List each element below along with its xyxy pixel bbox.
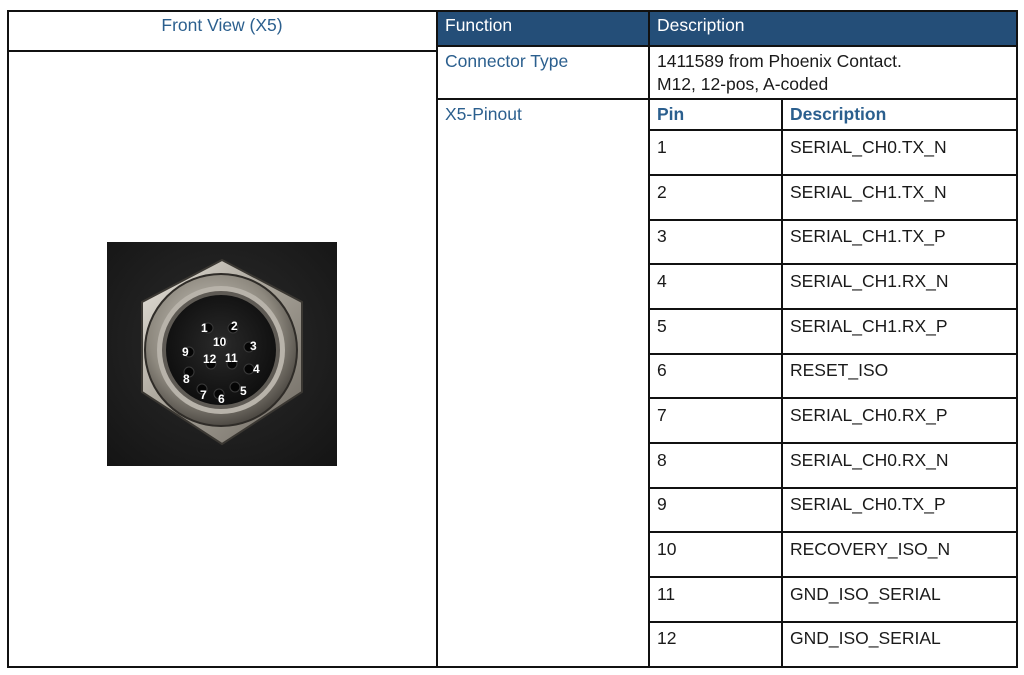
row-separator (649, 576, 1017, 578)
pin-description: SERIAL_CH1.TX_N (790, 182, 947, 202)
photo-pin-label: 9 (182, 345, 189, 359)
connector-photo (107, 242, 337, 466)
connector-part-number: 1411589 from Phoenix Contact. (657, 51, 902, 71)
row-separator (649, 531, 1017, 533)
connector-spec: M12, 12-pos, A-coded (657, 74, 829, 94)
pin-description: SERIAL_CH1.RX_P (790, 316, 948, 336)
photo-pin-label: 6 (218, 392, 225, 406)
left-panel-divider (436, 10, 438, 668)
pin-description: SERIAL_CH0.TX_P (790, 494, 946, 514)
pin-column-header: Pin (657, 104, 685, 124)
pin-description: SERIAL_CH0.RX_N (790, 450, 949, 470)
row-separator (649, 308, 1017, 310)
table-border-bottom (7, 666, 1018, 668)
photo-pin-label: 5 (240, 384, 247, 398)
pin-description: GND_ISO_SERIAL (790, 584, 941, 604)
pin-description: SERIAL_CH0.RX_P (790, 405, 948, 425)
photo-pin-label: 2 (231, 319, 238, 333)
row-separator (649, 219, 1017, 221)
pin-number: 7 (657, 405, 667, 425)
pin-col-divider (781, 98, 783, 668)
pin-description: SERIAL_CH1.TX_P (790, 226, 946, 246)
description-header: Description (657, 15, 745, 35)
row-separator (649, 487, 1017, 489)
pin-number: 9 (657, 494, 667, 514)
pin-header-underline (649, 129, 1017, 131)
connector-row-top (437, 45, 1017, 47)
photo-pin-label: 8 (183, 372, 190, 386)
connector-type-label: Connector Type (445, 51, 569, 71)
pin-number: 5 (657, 316, 667, 336)
row-separator (649, 353, 1017, 355)
row-separator (649, 263, 1017, 265)
pin-description: SERIAL_CH0.TX_N (790, 137, 947, 157)
pin-description: RECOVERY_ISO_N (790, 539, 951, 559)
pin-number: 4 (657, 271, 667, 291)
pin-description: SERIAL_CH1.RX_N (790, 271, 949, 291)
front-view-title: Front View (X5) (161, 15, 283, 35)
photo-pin-label: 11 (225, 351, 238, 365)
row-separator (649, 442, 1017, 444)
pin-number: 2 (657, 182, 667, 202)
function-header: Function (445, 15, 513, 35)
left-header-underline (7, 50, 437, 52)
pin-description: RESET_ISO (790, 360, 889, 380)
table-border-left (7, 10, 9, 668)
photo-pin-label: 10 (213, 335, 227, 349)
pin-number: 12 (657, 628, 677, 648)
photo-pin-label: 7 (200, 388, 207, 402)
pin-number: 8 (657, 450, 667, 470)
pinout-label: X5-Pinout (445, 104, 522, 124)
pin-number: 3 (657, 226, 667, 246)
connector-row-bottom (437, 98, 1017, 100)
photo-pin-label: 3 (250, 339, 257, 353)
pin-number: 1 (657, 137, 667, 157)
pin-description-header: Description (790, 104, 887, 124)
row-separator (649, 174, 1017, 176)
pin-number: 6 (657, 360, 667, 380)
pin-description: GND_ISO_SERIAL (790, 628, 941, 648)
table-border-right (1016, 10, 1018, 668)
table-border-top (7, 10, 1018, 12)
photo-pin-label: 12 (203, 352, 217, 366)
row-separator (649, 621, 1017, 623)
pin-number: 11 (657, 584, 676, 604)
pin-number: 10 (657, 539, 677, 559)
row-separator (649, 397, 1017, 399)
function-col-divider (648, 10, 650, 668)
photo-pin-label: 4 (253, 362, 260, 376)
photo-pin-label: 1 (201, 321, 208, 335)
